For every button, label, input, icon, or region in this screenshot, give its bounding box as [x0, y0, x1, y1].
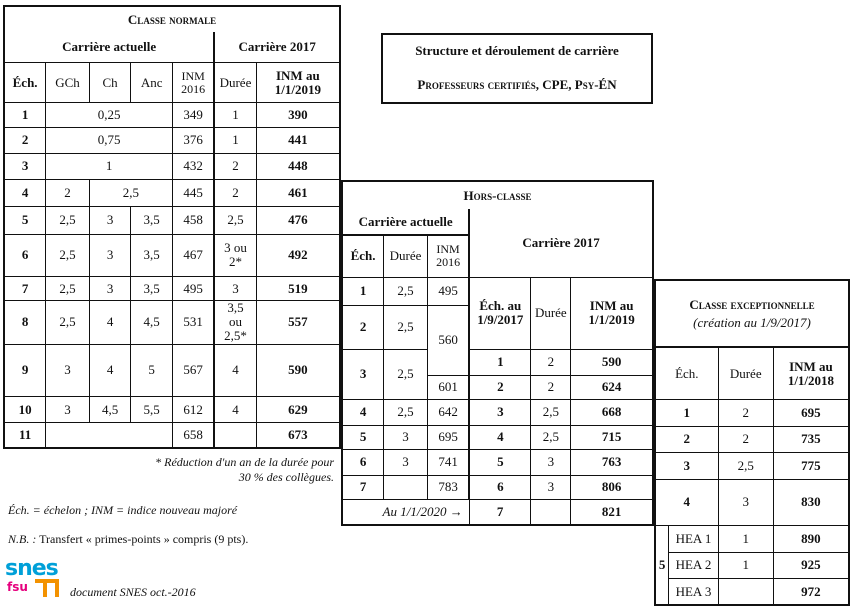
table-row: [4, 276, 340, 300]
inm2018-cell: 735: [773, 426, 849, 452]
table-row: [4, 423, 340, 448]
anc-cell: 3,5: [131, 276, 173, 300]
gch-cell: 2,5: [46, 207, 90, 234]
anc-cell: 4,5: [131, 301, 173, 344]
inm2016-cell: 695: [427, 425, 469, 449]
gch-cell: 3: [46, 344, 90, 396]
duree-cell: 1: [214, 103, 256, 127]
inm2016-cell: 445: [172, 180, 214, 207]
inm2019-cell: 476: [256, 207, 340, 234]
duree-cell: 2: [718, 400, 773, 426]
inm2018-cell: 925: [773, 552, 849, 578]
gch-cell: 2,5: [46, 301, 90, 344]
hea-cell: HEA 3: [669, 579, 718, 605]
inm2016-cell: 376: [172, 127, 214, 153]
inm2016-cell: 783: [427, 475, 469, 499]
gch-cell: 2,5: [46, 276, 90, 300]
title-line-1: Structure et déroulement de carrière: [415, 43, 619, 58]
anc-cell: 5: [131, 344, 173, 396]
excep-title-cell: [655, 280, 849, 347]
echelon-cell: 4: [655, 479, 718, 526]
nb-note: [8, 532, 248, 547]
inm2019-cell: 590: [571, 349, 653, 375]
inm2019-cell: 821: [571, 499, 653, 525]
normale-header-row: [4, 63, 340, 103]
header-inm2016: INM 2016: [172, 63, 214, 103]
duree-cell: 4: [214, 344, 256, 396]
echelon-cell: 10: [4, 396, 46, 422]
echelon-cell: 2: [469, 375, 531, 399]
inm2016-cell: 567: [172, 344, 214, 396]
hors-header-ech: Éch.: [342, 235, 384, 277]
nb-text: Transfert « primes-points » compris (9 pts).: [39, 532, 249, 546]
inm2016-cell: 741: [427, 449, 469, 475]
duree-cell: 3,5 ou 2,5*: [214, 301, 256, 344]
nb-label: N.B. :: [8, 532, 37, 546]
document-title-box: [381, 33, 653, 104]
inm2019-cell: 590: [256, 344, 340, 396]
inm2019-cell: 763: [571, 449, 653, 475]
chevron-cell: 0,75: [46, 127, 173, 153]
hors-header-inm2016: INM 2016: [427, 235, 469, 277]
legend-note: Éch. = échelon ; INM = indice nouveau majoré: [8, 503, 238, 517]
table-row: [655, 453, 849, 479]
table-row: [4, 234, 340, 276]
ch-cell: 4: [89, 344, 131, 396]
echelon-cell: 7: [469, 499, 531, 525]
duree-cell: 2,5: [718, 453, 773, 479]
svg-text:fsu: fsu: [7, 580, 28, 594]
hors-title: Hors-classe: [342, 181, 653, 209]
duree-cell: 2,5: [384, 277, 428, 305]
gch-cell: 3: [46, 396, 90, 422]
gch-cell: 2,5: [46, 234, 90, 276]
echelon-cell: 4: [469, 425, 531, 449]
table-row: [342, 499, 653, 525]
duree-cell: 2: [214, 153, 256, 179]
inm2019-cell: 624: [571, 375, 653, 399]
inm2019-cell: 448: [256, 153, 340, 179]
echelon-cell: 6: [469, 475, 531, 499]
table-row: [342, 475, 653, 499]
hors-left-group: Carrière actuelle: [342, 209, 469, 235]
duree-cell: 3: [718, 479, 773, 526]
echelon-cell: 7: [342, 475, 384, 499]
table-row: [342, 449, 653, 475]
excep-header-duree: Durée: [718, 347, 773, 400]
duree-cell: 4: [214, 396, 256, 422]
echelon-cell: 11: [4, 423, 46, 448]
chevron-cell: 2,5: [89, 180, 172, 207]
excep-subtitle: (création au 1/9/2017): [693, 314, 811, 330]
duree-cell: 2,5: [384, 305, 428, 349]
echelon-cell: 1: [469, 349, 531, 375]
inm2019-cell: 715: [571, 425, 653, 449]
echelon-cell: 5: [469, 449, 531, 475]
table-row: [4, 103, 340, 127]
duree-cell: [531, 499, 571, 525]
inm2019-cell: 461: [256, 180, 340, 207]
echelon-cell: 1: [4, 103, 46, 127]
document-source: document SNES oct.-2016: [70, 585, 196, 599]
table-row: [4, 180, 340, 207]
anc-cell: 3,5: [131, 234, 173, 276]
inm2016-cell: 458: [172, 207, 214, 234]
duree-cell: 1: [214, 127, 256, 153]
ch-cell: 4,5: [89, 396, 131, 422]
classe-exceptionnelle-table: [654, 279, 850, 606]
table-row: [342, 399, 653, 425]
excep-title: Classe exceptionnelle: [689, 296, 815, 312]
normale-left-group: Carrière actuelle: [4, 32, 214, 62]
anc-cell: 5,5: [131, 396, 173, 422]
echelon-cell: 7: [4, 276, 46, 300]
duree-cell: 2: [531, 349, 571, 375]
duree-cell: [718, 579, 773, 605]
hea-group-cell: 5: [655, 526, 669, 605]
echelon-cell: 4: [4, 180, 46, 207]
hea-cell: HEA 2: [669, 552, 718, 578]
inm2016-cell: 601: [427, 375, 469, 399]
inm2018-cell: 830: [773, 479, 849, 526]
duree-cell: [384, 475, 428, 499]
inm2019-cell: 519: [256, 276, 340, 300]
duree-cell: 3: [531, 475, 571, 499]
table-row: [4, 127, 340, 153]
duree-cell: 2,5: [384, 399, 428, 425]
inm2018-cell: 695: [773, 400, 849, 426]
date-note: Au 1/1/2020 →: [342, 499, 469, 525]
hors-right-group: Carrière 2017: [469, 209, 653, 277]
table-row: [655, 479, 849, 526]
inm2019-cell: 673: [256, 423, 340, 448]
header-duree: Durée: [214, 63, 256, 103]
header-ech: Éch.: [4, 63, 46, 103]
table-row: [655, 579, 849, 605]
title-line-2: Professeurs certifiés, CPE, Psy-ÉN: [417, 77, 617, 92]
ch-cell: 3: [89, 207, 131, 234]
echelon-cell: 3: [342, 349, 384, 399]
table-row: [4, 396, 340, 422]
echelon-cell: 2: [4, 127, 46, 153]
echelon-cell: 9: [4, 344, 46, 396]
table-row: [4, 153, 340, 179]
inm2016-cell: 658: [172, 423, 214, 448]
echelon-cell: 4: [342, 399, 384, 425]
table-row: [655, 426, 849, 452]
duree-cell: 2: [214, 180, 256, 207]
echelon-cell: 3: [655, 453, 718, 479]
inm2019-cell: 629: [256, 396, 340, 422]
header-anc: Anc: [131, 63, 173, 103]
duree-cell: 3: [384, 449, 428, 475]
hors-header-duree: Durée: [384, 235, 428, 277]
duree-cell: 3 ou 2*: [214, 234, 256, 276]
inm2016-cell: 560: [427, 305, 469, 375]
inm2019-cell: 441: [256, 127, 340, 153]
duree-cell: 3: [531, 449, 571, 475]
table-row: [655, 400, 849, 426]
inm2016-cell: 642: [427, 399, 469, 425]
duree-cell: 1: [718, 552, 773, 578]
table-row: [4, 344, 340, 396]
duree-cell: [214, 423, 256, 448]
inm2018-cell: 890: [773, 526, 849, 552]
table-row: [342, 277, 653, 305]
duree-cell: 2,5: [531, 425, 571, 449]
hea-cell: HEA 1: [669, 526, 718, 552]
echelon-cell: 1: [342, 277, 384, 305]
duree-cell: 2: [531, 375, 571, 399]
inm2016-cell: 467: [172, 234, 214, 276]
svg-text:snes: snes: [5, 556, 58, 581]
echelon-cell: 5: [342, 425, 384, 449]
echelon-cell: 6: [4, 234, 46, 276]
reduction-note: * Réduction d'un an de la durée pour 30 % des collègues.: [155, 455, 334, 484]
echelon-cell: 2: [655, 426, 718, 452]
duree-cell: 1: [718, 526, 773, 552]
normale-title: Classe normale: [4, 6, 340, 32]
inm2019-cell: 390: [256, 103, 340, 127]
inm2016-cell: 531: [172, 301, 214, 344]
table-row: [342, 425, 653, 449]
inm2019-cell: 668: [571, 399, 653, 425]
excep-header-inm2018: INM au 1/1/2018: [773, 347, 849, 400]
inm2019-cell: 557: [256, 301, 340, 344]
inm2016-cell: 612: [172, 396, 214, 422]
inm2018-cell: 775: [773, 453, 849, 479]
hors-header-ech2017: Éch. au 1/9/2017: [469, 277, 531, 349]
anc-cell: 3,5: [131, 207, 173, 234]
echelon-cell: 1: [655, 400, 718, 426]
table-row: [4, 207, 340, 234]
inm2018-cell: 972: [773, 579, 849, 605]
inm2016-cell: 495: [172, 276, 214, 300]
echelon-cell: 2: [342, 305, 384, 349]
table-row: [655, 552, 849, 578]
hors-header-inm2019: INM au 1/1/2019: [571, 277, 653, 349]
duree-cell: 3: [384, 425, 428, 449]
echelon-cell: 8: [4, 301, 46, 344]
ch-cell: 4: [89, 301, 131, 344]
inm2019-cell: 806: [571, 475, 653, 499]
echelon-cell: 3: [469, 399, 531, 425]
excep-header-ech: Éch.: [655, 347, 718, 400]
chevron-cell: 1: [46, 153, 173, 179]
inm2019-cell: 492: [256, 234, 340, 276]
classe-normale-table: [3, 5, 341, 449]
chevron-cell: 0,25: [46, 103, 173, 127]
ch-cell: 3: [89, 276, 131, 300]
duree-cell: 2,5: [531, 399, 571, 425]
duree-cell: 2: [718, 426, 773, 452]
ch-cell: 3: [89, 234, 131, 276]
duree-cell: 2,5: [384, 349, 428, 399]
hors-header-duree2017: Durée: [531, 277, 571, 349]
table-row: [4, 301, 340, 344]
table-row: [342, 349, 653, 375]
echelon-cell: 3: [4, 153, 46, 179]
header-inm2019: INM au 1/1/2019: [256, 63, 340, 103]
echelon-cell: 6: [342, 449, 384, 475]
empty-cell: [46, 423, 173, 448]
snes-fsu-logo: [5, 555, 67, 601]
hors-classe-table: [341, 180, 654, 525]
header-ch: Ch: [89, 63, 131, 103]
inm2016-cell: 349: [172, 103, 214, 127]
inm2016-cell: 432: [172, 153, 214, 179]
header-gch: GCh: [46, 63, 90, 103]
duree-cell: 3: [214, 276, 256, 300]
normale-right-group: Carrière 2017: [214, 32, 340, 62]
gch-cell: 2: [46, 180, 90, 207]
duree-cell: 2,5: [214, 207, 256, 234]
table-row: [655, 526, 849, 552]
inm2016-cell: 495: [427, 277, 469, 305]
echelon-cell: 5: [4, 207, 46, 234]
